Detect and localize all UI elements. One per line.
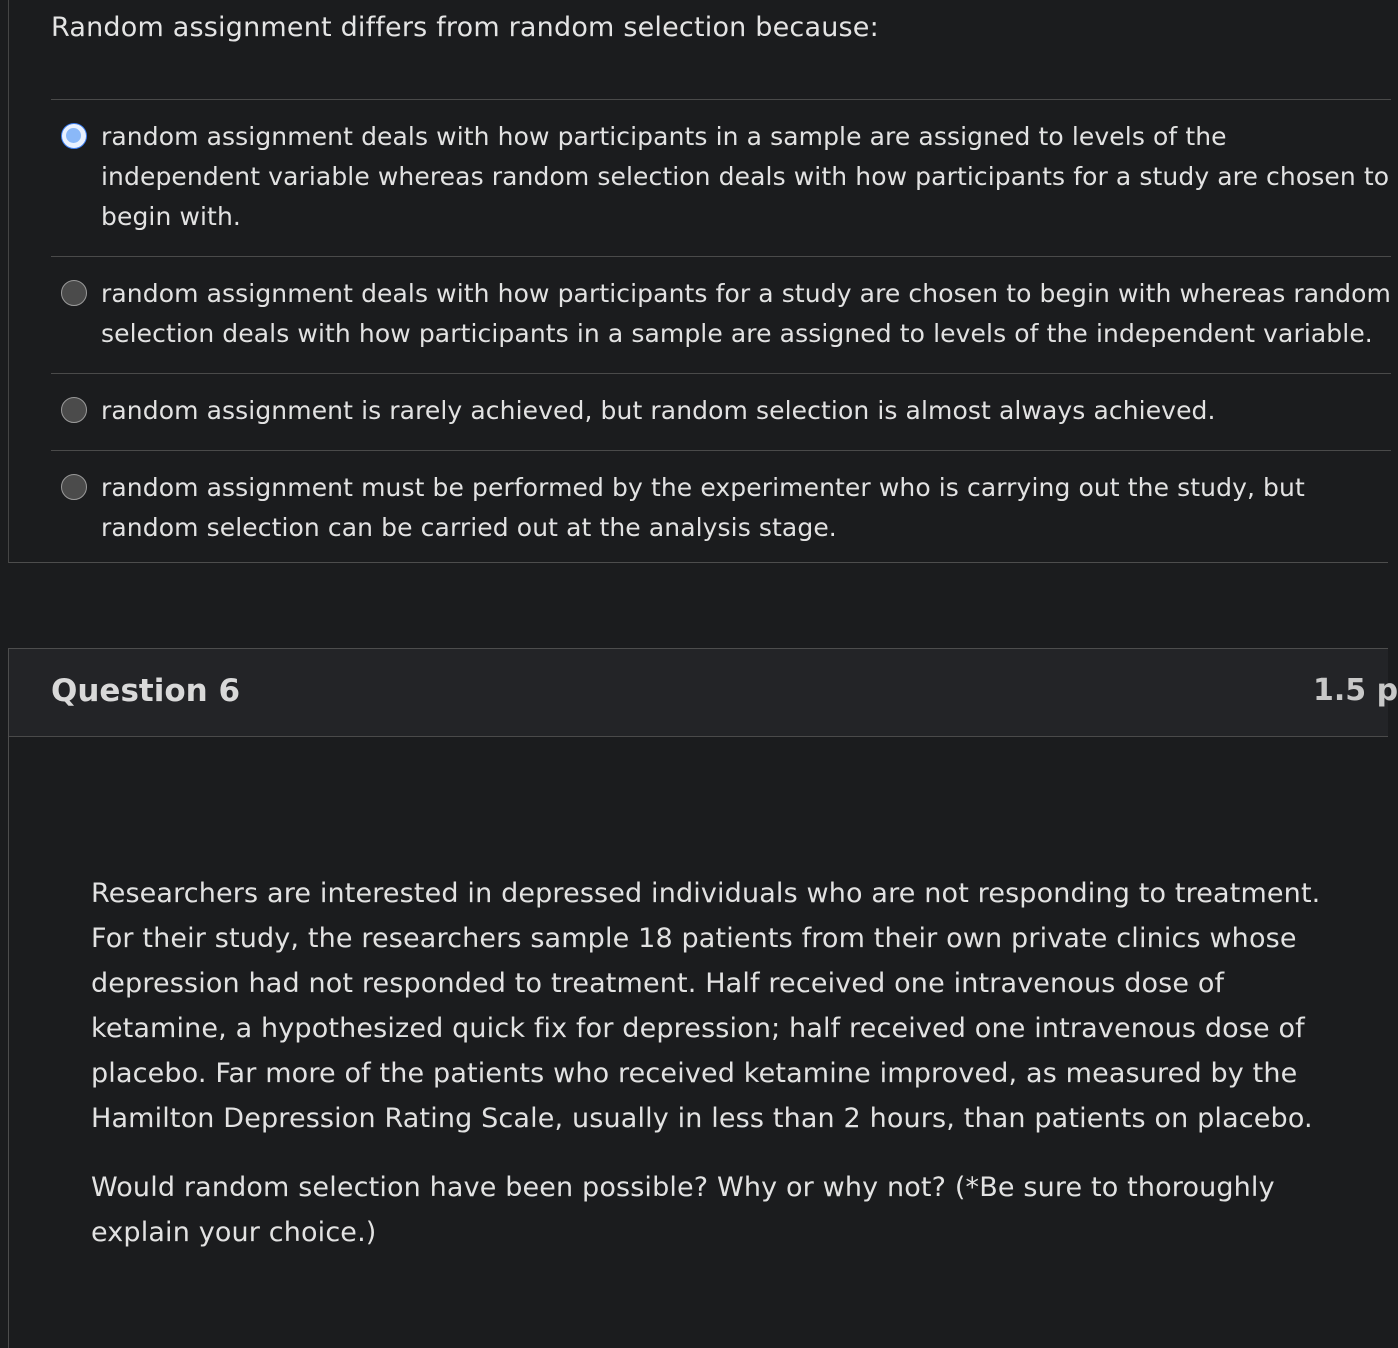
question-6-card bbox=[8, 648, 1398, 1348]
answer-option-4[interactable] bbox=[51, 450, 1391, 567]
question-title: Question 6 bbox=[51, 673, 241, 709]
answer-option-1[interactable] bbox=[51, 99, 1391, 256]
question-paragraph: Would random selection have been possible? Why or why not? (*Be sure to thoroughly explain your choice.) bbox=[91, 1172, 1275, 1248]
answer-option-label: random assignment is rarely achieved, but random selection is almost always achieved. bbox=[101, 396, 1216, 425]
answer-option-2[interactable] bbox=[51, 256, 1391, 373]
question-5-card bbox=[8, 0, 1391, 563]
question-paragraph: Researchers are interested in depressed individuals who are not responding to treatment. For their study, the researchers sample 18 patients from their own private clinics whose depression had not responded to treatment. Half received one intravenous dose of ketamine, a hypothesized quick fix for depression; half received one intravenous dose of placebo. Far more of the patients who received ketamine improved, as measured by the Hamilton Depression Rating Scale, usually in less than 2 hours, than patients on placebo. bbox=[91, 878, 1321, 1134]
radio-selected-icon[interactable] bbox=[61, 123, 87, 149]
question-points: 1.5 p bbox=[1313, 673, 1398, 708]
question-6-body bbox=[91, 871, 1361, 1279]
question-5-prompt: Random assignment differs from random selection because: bbox=[51, 12, 879, 43]
answer-option-label: random assignment deals with how participants for a study are chosen to begin with whereas random selection deals with how participants in a sample are assigned to levels of the independent variable. bbox=[101, 279, 1391, 348]
answer-list bbox=[51, 99, 1391, 567]
question-6-header bbox=[9, 649, 1398, 737]
answer-option-label: random assignment must be performed by the experimenter who is carrying out the study, but random selection can be carried out at the analysis stage. bbox=[101, 473, 1305, 542]
radio-unselected-icon[interactable] bbox=[61, 280, 87, 306]
radio-unselected-icon[interactable] bbox=[61, 397, 87, 423]
radio-unselected-icon[interactable] bbox=[61, 474, 87, 500]
answer-option-3[interactable] bbox=[51, 373, 1391, 450]
answer-option-label: random assignment deals with how participants in a sample are assigned to levels of the independent variable whereas random selection deals with how participants for a study are chosen to begin with. bbox=[101, 122, 1390, 231]
